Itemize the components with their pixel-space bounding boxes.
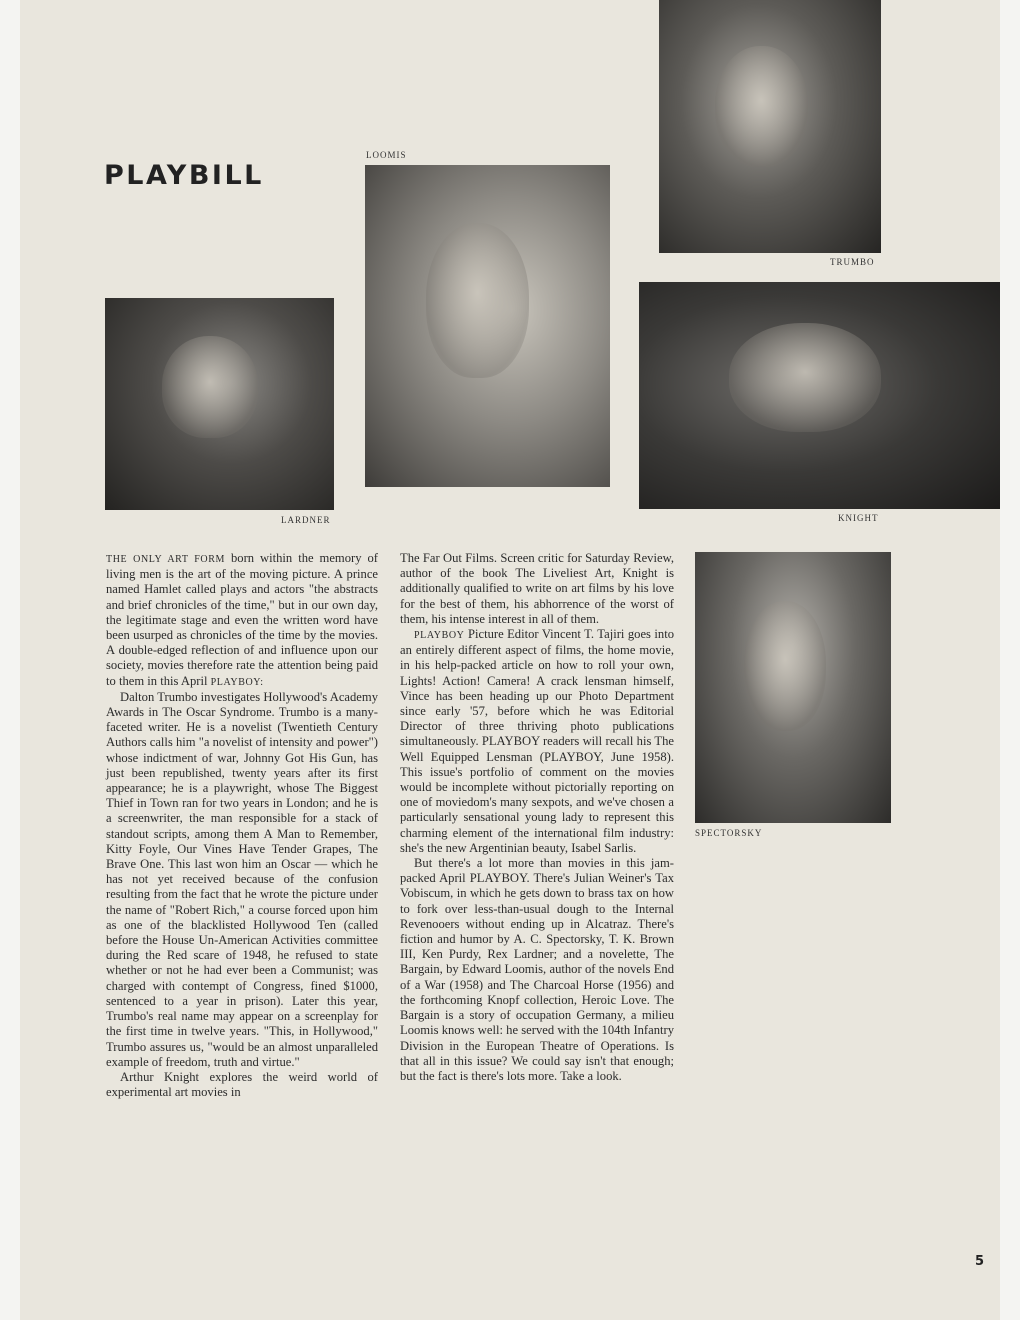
paragraph-text: Picture Editor Vincent T. Tajiri goes into an entirely different aspect of films, the home movie, in his help-packed article on how to roll your own, Lights! Action! Camera! A crack lensman himself, Vince has been heading up our Photo Department since early '57, before which he was Editorial Director of three thriving photo publications simultaneously. PLAYBOY readers will recall his The Well Equipped Lensman (PLAYBOY, June 1958). This issue's portfolio of comment on the movies would be incomplete without pictorially reporting on one of moviedom's many sexpots, and we've chosen a particularly sensational young lady to represent this charming element of the international film industry: she's the new Argentinian beauty, Isabel Sarlis. — [400, 627, 674, 855]
paragraph — [106, 551, 378, 690]
caption-spectorsky: SPECTORSKY — [695, 828, 763, 838]
photo-spectorsky — [695, 552, 891, 823]
photo-lardner — [105, 298, 334, 510]
paragraph — [400, 627, 674, 856]
paragraph: Arthur Knight explores the weird world of experimental art movies in — [106, 1069, 378, 1100]
caption-trumbo: TRUMBO — [830, 257, 875, 267]
caption-knight: KNIGHT — [838, 513, 879, 523]
lead-in: THE ONLY ART FORM — [106, 554, 226, 565]
article-column-2 — [400, 551, 674, 1084]
photo-loomis — [365, 165, 610, 487]
page-number: 5 — [975, 1254, 985, 1269]
magazine-name: PLAYBOY: — [210, 676, 264, 688]
caption-loomis: LOOMIS — [366, 150, 407, 160]
magazine-name: PLAYBOY — [414, 630, 465, 642]
article-column-1 — [106, 551, 378, 1100]
photo-trumbo — [659, 0, 881, 253]
page-title: PLAYBILL — [104, 160, 264, 191]
photo-knight — [639, 282, 1000, 509]
paragraph-text: born within the memory of living men is the art of the moving picture. A prince named Hamlet called plays and actors "the abstracts and brief chronicles of the time," but in our own day, the legitimate stage and even the written word have been usurped as chronicles of the time by the movies. A double-edged reflection of and influence upon our society, movies therefore rate the attention being paid to them in this April — [106, 551, 378, 688]
paragraph: But there's a lot more than movies in this jam-packed April PLAYBOY. There's Julian Weiner's Tax Vobiscum, in which he gets down to brass tax on how to fork over less-than-usual dough to the Internal Revenooers without ending up in Alcatraz. There's fiction and humor by A. C. Spectorsky, T. K. Brown III, Ken Purdy, Rex Lardner; and a novelette, The Bargain, by Edward Loomis, author of the novels End of a War (1958) and The Charcoal Horse (1956) and the forthcoming Knopf collection, Heroic Love. The Bargain is a story of occupation Germany, a milieu Loomis knows well: he served with the 104th Infantry Division in the European Theatre of Operations. Is that all in this issue? We could say isn't that enough; but the fact is there's lots more. Take a look. — [400, 856, 674, 1083]
caption-lardner: LARDNER — [281, 515, 331, 525]
paragraph: The Far Out Films. Screen critic for Saturday Review, author of the book The Liveliest Art, Knight is additionally qualified to write on art films by his love for the best of them, his abhorrence of the worst of them, his intense interest in all of them. — [400, 551, 674, 626]
paragraph: Dalton Trumbo investigates Hollywood's Academy Awards in The Oscar Syndrome. Trumbo is a many-faceted writer. He is a novelist (Twentieth Century Authors calls him "a novelist of intensity and power") whose indictment of war, Johnny Got His Gun, has just been republished, twenty years after its first appearance; he is a playwright, whose The Biggest Thief in Town ran for two years in London; and he is a screenwriter, the man responsible for a stack of standout scripts, among them A Man to Remember, Kitty Foyle, Our Vines Have Tender Grapes, The Brave One. This last won him an Oscar — which he has not yet received because of the confusion resulting from the fact that he wrote the picture under the name of "Robert Rich," a course forced upon him as one of the blacklisted Hollywood Ten (called before the House Un-American Activities committee during the Red scare of 1948, he refused to state whether or not he had ever been a Communist; was charged with contempt of Congress, fined $1000, sentenced to a year in prison). Later this year, Trumbo's real name may appear on a screenplay for the first time in twelve years. "This, in Hollywood," Trumbo assures us, "would be an almost unparalleled example of freedom, truth and virtue." — [106, 689, 378, 1069]
